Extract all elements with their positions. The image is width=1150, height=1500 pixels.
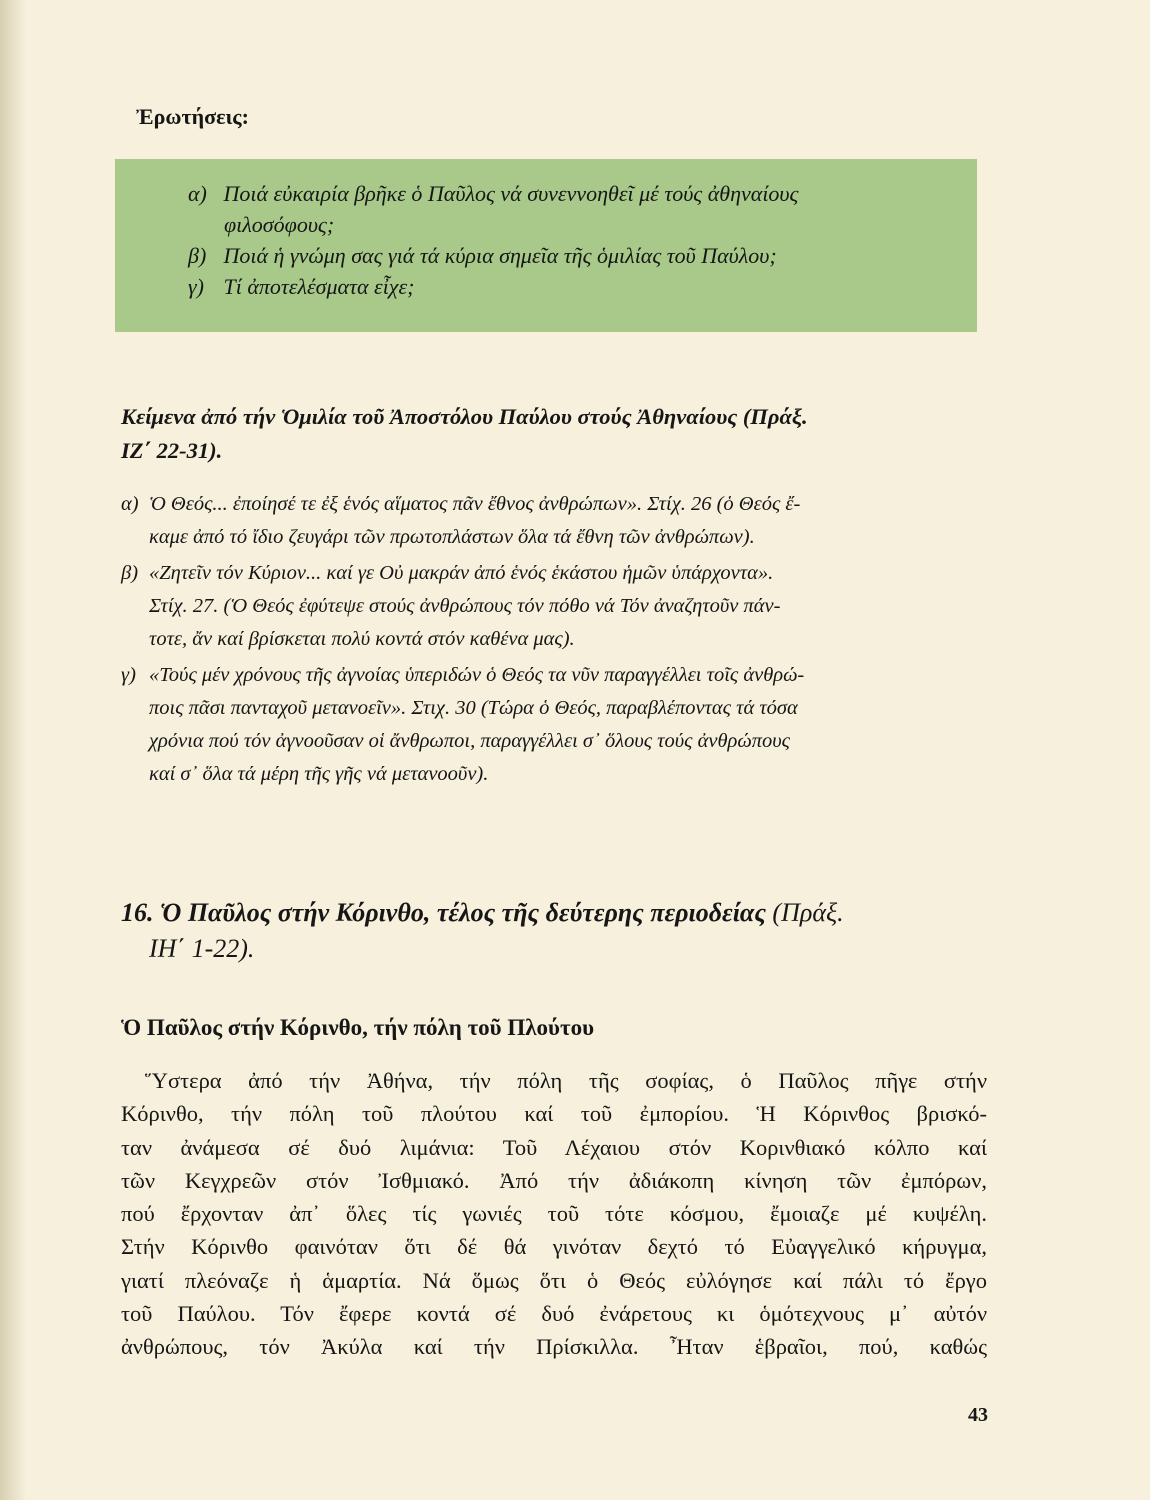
- body-line: γιατί πλεόναζε ἡ ἁμαρτία. Νά ὅμως ὅτι ὁ Θεός εὐλόγησε καί πάλι τό ἔργο: [121, 1267, 987, 1293]
- passage-line: «Τούς μέν χρόνους τῆς ἀγνοίας ὑπεριδών ὁ Θεός τα νῦν παραγγέλλει τοῖς ἀνθρώ-: [149, 664, 805, 686]
- question-item: [188, 240, 948, 271]
- passage-line: τοτε, ἄν καί βρίσκεται πολύ κοντά στόν καθένα μας).: [149, 628, 575, 650]
- passage-item: [121, 557, 987, 656]
- passage-line: χρόνια πού τόν ἀγνοοῦσαν οἱ ἄνθρωποι, παραγγέλλει σ᾽ ὅλους τούς ἀνθρώπους: [149, 730, 790, 752]
- question-marker: γ): [188, 274, 204, 299]
- texts-title: [121, 400, 981, 468]
- passage-item: [121, 488, 987, 554]
- section-number: 16.: [121, 898, 154, 927]
- section-title-text: Ὁ Παῦλος στήν Κόρινθο, τέλος τῆς δεύτερης περιοδείας: [160, 898, 766, 927]
- passage-marker: β): [121, 562, 139, 584]
- questions-list: [188, 178, 948, 302]
- question-line: φιλοσόφους;: [224, 212, 335, 237]
- body-line: τῶν Κεγχρεῶν στόν Ἰσθμιακό. Ἀπό τήν ἀδιάκοπη κίνηση τῶν ἐμπόρων,: [121, 1167, 987, 1193]
- page-gutter-shadow: [0, 0, 26, 1500]
- passage-line: ποις πᾶσι πανταχοῦ μετανοεῖν». Στιχ. 30 (Τώρα ὁ Θεός, παραβλέποντας τά τόσα: [149, 697, 798, 719]
- question-marker: α): [188, 181, 207, 206]
- passage-marker: α): [121, 493, 139, 515]
- passage-item: [121, 659, 987, 791]
- texts-reference-start: (Πράξ.: [742, 404, 808, 429]
- texts-title-text: Κείμενα ἀπό τήν Ὁμιλία τοῦ Ἀποστόλου Παύλου στούς Ἀθηναίους: [121, 404, 738, 429]
- question-item: [188, 271, 948, 302]
- passage-line: Ὁ Θεός... ἐποίησέ τε ἐξ ἑνός αἵματος πᾶν ἔθνος ἀνθρώπων». Στίχ. 26 (ὁ Θεός ἔ-: [149, 493, 801, 515]
- question-item: [188, 178, 948, 240]
- body-line: ταν ἀνάμεσα σέ δυό λιμάνια: Τοῦ Λέχαιου στόν Κορινθιακό κόλπο καί: [121, 1134, 987, 1160]
- body-paragraph: [121, 1064, 987, 1364]
- body-line: πού ἔρχονταν ἀπ᾽ ὅλες τίς γωνιές τοῦ τότε κόσμου, ἔμοιαζε μέ κυψέλη.: [121, 1201, 987, 1227]
- passage-line: «Ζητεῖν τόν Κύριον... καί γε Οὐ μακράν ἀπό ἑνός ἑκάστου ἡμῶν ὑπάρχοντα».: [149, 562, 774, 584]
- passage-line: Στίχ. 27. (Ὁ Θεός ἐφύτεψε στούς ἀνθρώπους τόν πόθο νά Τόν ἀναζητοῦν πάν-: [149, 595, 781, 617]
- body-line: Στήν Κόρινθο φαινόταν ὅτι δέ θά γινόταν δεχτό τό Εὐαγγελικό κήρυγμα,: [121, 1234, 987, 1260]
- texts-reference-end: ΙΖ΄ 22-31).: [121, 438, 223, 463]
- question-marker: β): [188, 243, 207, 268]
- body-line: τοῦ Παύλου. Τόν ἔφερε κοντά σέ δυό ἐνάρετους κι ὁμότεχνους μ᾽ αὐτόν: [121, 1301, 987, 1327]
- passage-line: καί σ᾽ ὅλα τά μέρη τῆς γῆς νά μετανοοῦν).: [149, 763, 489, 785]
- page-number: 43: [968, 1404, 988, 1426]
- section-reference-start: (Πράξ.: [772, 898, 844, 927]
- subheading: Ὁ Παῦλος στήν Κόρινθο, τήν πόλη τοῦ Πλούτου: [121, 1015, 595, 1040]
- questions-heading: Ἐρωτήσεις:: [136, 104, 249, 129]
- passage-marker: γ): [121, 664, 136, 686]
- section-title: [121, 895, 987, 967]
- body-line: Κόρινθο, τήν πόλη τοῦ πλούτου καί τοῦ ἐμπορίου. Ἡ Κόρινθος βρισκό-: [121, 1101, 987, 1127]
- passage-line: καμε ἀπό τό ἴδιο ζευγάρι τῶν πρωτοπλάστων ὅλα τά ἔθνη τῶν ἀνθρώπων).: [149, 526, 755, 548]
- body-line: Ὕστερα ἀπό τήν Ἀθήνα, τήν πόλη τῆς σοφίας, ὁ Παῦλος πῆγε στήν: [145, 1068, 987, 1093]
- question-line: Ποιά εὐκαιρία βρῆκε ὁ Παῦλος νά συνεννοηθεῖ μέ τούς ἀθηναίους: [223, 181, 799, 206]
- passages-list: [121, 488, 987, 794]
- section-reference-end: ΙΗ΄ 1-22).: [149, 934, 255, 963]
- question-line: Ποιά ἡ γνώμη σας γιά τά κύρια σημεῖα τῆς ὁμιλίας τοῦ Παύλου;: [223, 243, 777, 268]
- body-line: ἀνθρώπους, τόν Ἀκύλα καί τήν Πρίσκιλλα. Ἦταν ἑβραῖοι, πού, καθώς: [121, 1334, 987, 1360]
- question-line: Τί ἀποτελέσματα εἶχε;: [223, 274, 415, 299]
